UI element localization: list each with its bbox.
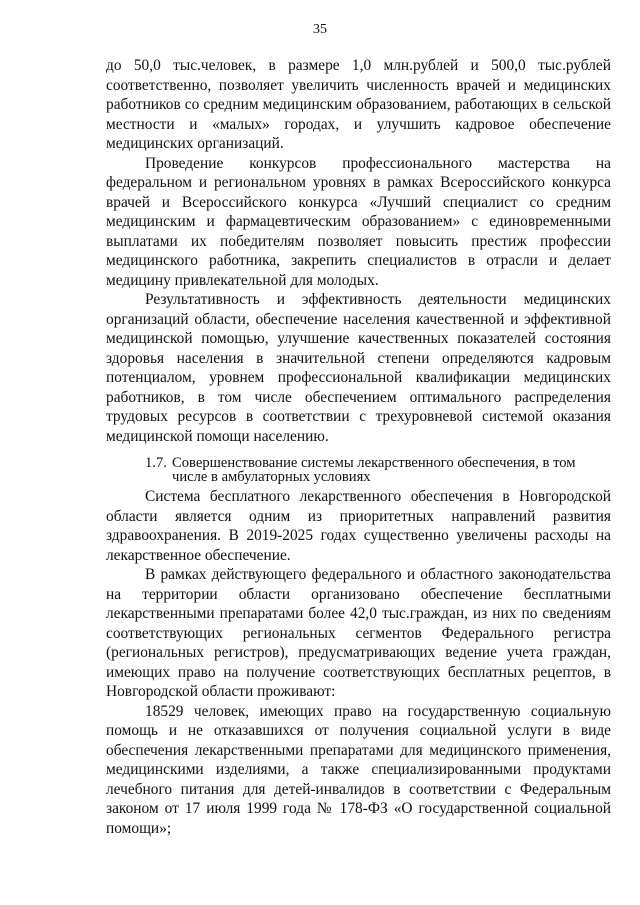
section-number: 1.7. [145, 455, 167, 471]
section-heading-line1 [145, 456, 611, 470]
section-title-line2: числе в амбулаторных условиях [172, 469, 371, 485]
paragraph: Результативность и эффективность деятельности медицинских организаций области, обеспечение населения качественной и эффективной медицинской помощью, улучшение качественных показателей состояния здоровья населения в значительной степени определяются кадровым потенциалом, уровнем профессиональной квалификации медицинских работников, в том числе обеспечением оптимального распределения трудовых ресурсов в соответствии с трехуровневой системой оказания медицинской помощи населению. [106, 291, 611, 445]
section-heading [145, 456, 611, 484]
page-number: 35 [313, 22, 327, 37]
body-text [106, 56, 611, 838]
paragraphs-after-section [106, 487, 611, 838]
paragraphs-before-section [106, 56, 611, 446]
section-title-line1: Совершенствование системы лекарственного обеспечения, в том [172, 455, 576, 471]
paragraph: Система бесплатного лекарственного обеспечения в Новгородской области является одним из приоритетных направлений развития здравоохранения. В 2019-2025 годах существенно увеличены расходы на лекарственное обеспечение. [106, 488, 611, 564]
paragraph: Проведение конкурсов профессионального мастерства на федеральном и региональном уровнях в рамках Всероссийского конкурса врачей и Всероссийского конкурса «Лучший специалист со средним медицинским и фармацевтическим образованием» с единовременными выплатами их победителям позволяет повысить престиж профессии медицинского работника, закрепить специалистов в отрасли и делает медицину привлекательной для молодых. [106, 154, 611, 289]
paragraph: 18529 человек, имеющих право на государственную социальную помощь и не отказавшихся от получения социальной услуги в виде обеспечения лекарственными препаратами для медицинского применения, медицинскими изделиями, а также специализированными продуктами лечебного питания для детей-инвалидов в соответствии с Федеральным законом от 17 июля 1999 года № 178-ФЗ «О государственной социальной помощи»; [106, 702, 611, 837]
paragraph: до 50,0 тыс.человек, в размере 1,0 млн.рублей и 500,0 тыс.рублей соответственно, позволяет увеличить численность врачей и медицинских работников со средним медицинским образованием, работающих в сельской местности и «малых» городах, и улучшить кадровое обеспечение медицинских организаций. [106, 57, 611, 152]
paragraph: В рамках действующего федерального и областного законодательства на территории области организовано обеспечение бесплатными лекарственными препаратами более 42,0 тыс.граждан, из них по сведениям соответствующих региональных сегментов Федерального регистра (региональных регистров), предусматривающих ведение учета граждан, имеющих право на получение соответствующих бесплатных рецептов, в Новгородской области проживают: [106, 566, 611, 700]
